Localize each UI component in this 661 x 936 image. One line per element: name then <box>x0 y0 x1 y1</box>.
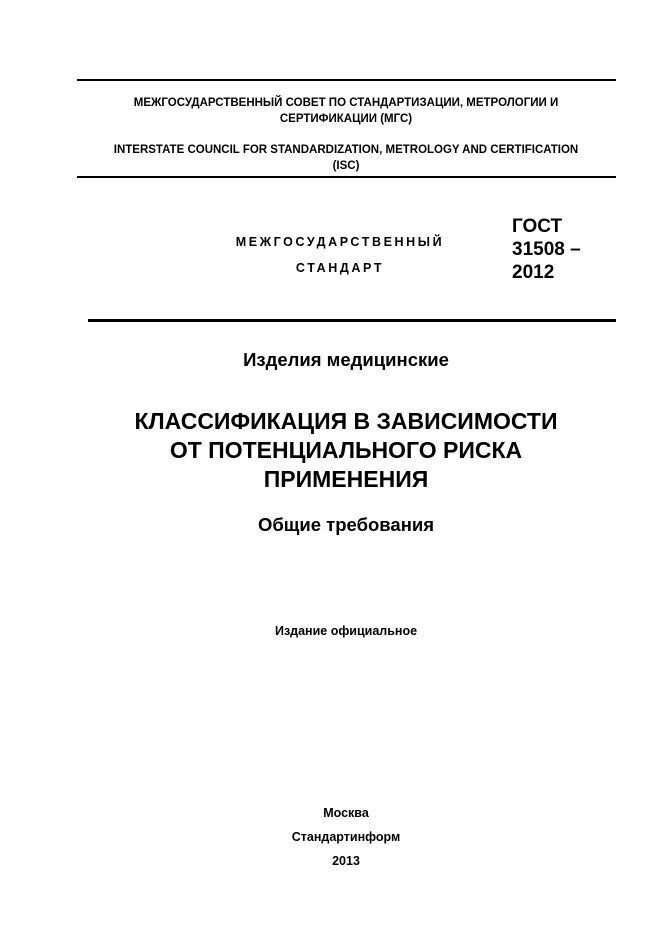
top-rule <box>77 79 616 81</box>
imprint-year: 2013 <box>332 854 360 868</box>
standard-type-line1: МЕЖГОСУДАРСТВЕННЫЙ <box>235 235 445 249</box>
document-subject: Изделия медицинские <box>243 349 449 370</box>
council-name-ru: МЕЖГОСУДАРСТВЕННЫЙ СОВЕТ ПО СТАНДАРТИЗАЦИИ, МЕТРОЛОГИИ И СЕРТИФИКАЦИИ (МГС) <box>133 97 559 125</box>
standard-type-line2: СТАНДАРТ <box>295 261 385 275</box>
title-rule <box>88 319 616 322</box>
gost-number-label: ГОСТ <box>512 216 563 237</box>
document-title: КЛАССИФИКАЦИЯ В ЗАВИСИМОСТИ ОТ ПОТЕНЦИАЛЬНОГО РИСКА ПРИМЕНЕНИЯ <box>134 408 558 492</box>
document-subtitle: Общие требования <box>257 514 435 535</box>
council-rule <box>77 176 616 178</box>
edition-label: Издание официальное <box>274 624 418 638</box>
imprint-city: Москва <box>323 806 369 820</box>
gost-number: 31508 – <box>512 239 581 260</box>
imprint-publisher: Стандартинформ <box>291 830 401 844</box>
gost-year: 2012 <box>512 262 555 283</box>
council-name-en: INTERSTATE COUNCIL FOR STANDARDIZATION, METROLOGY AND CERTIFICATION (ISC) <box>113 144 579 172</box>
